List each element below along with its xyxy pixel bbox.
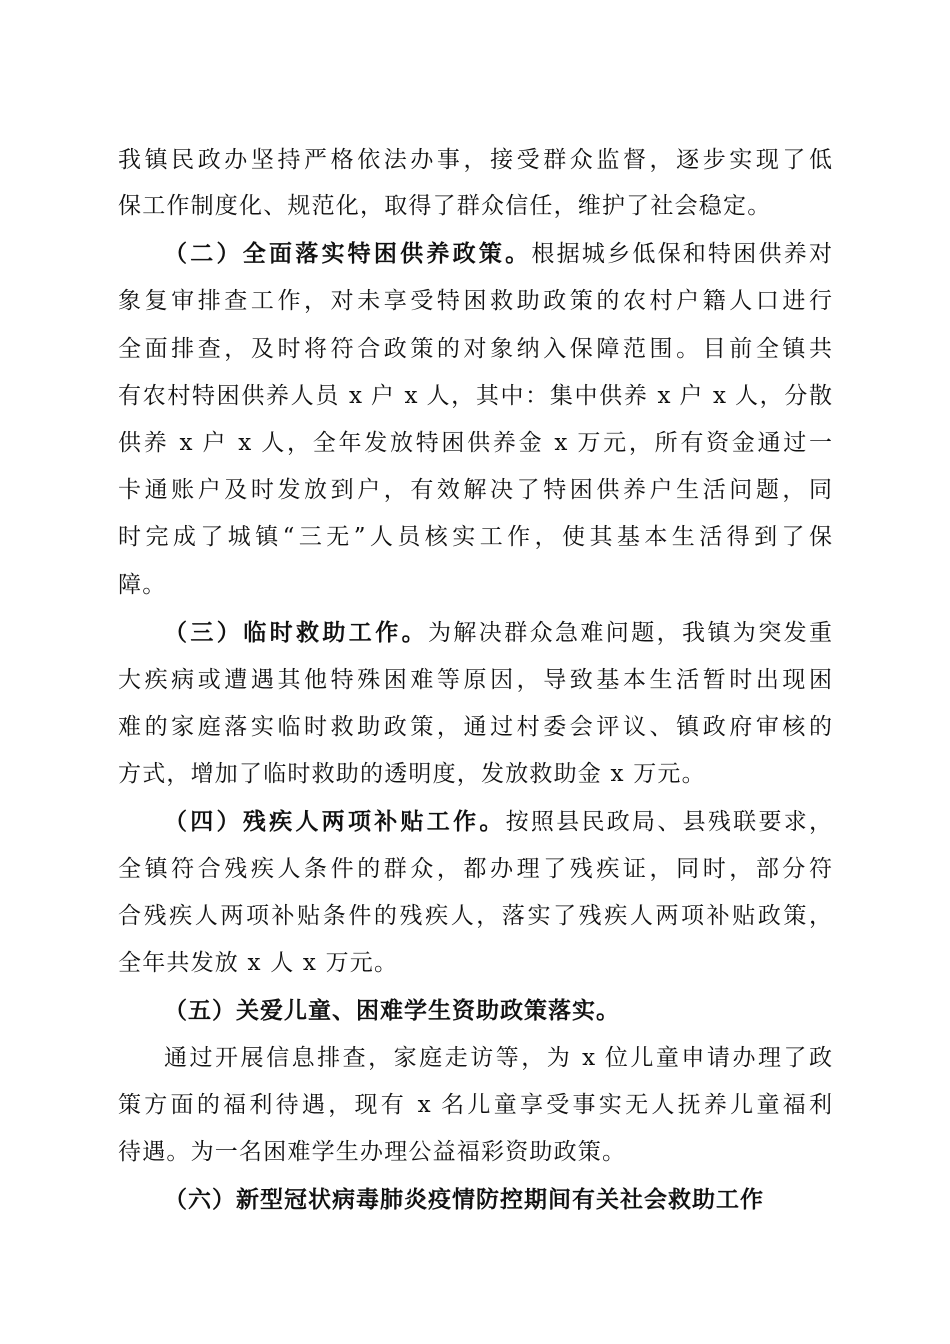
- section-heading: （三）临时救助工作。: [164, 620, 428, 646]
- text-line: 待遇。为一名困难学生办理公益福彩资助政策。: [118, 1139, 627, 1165]
- text-line: 障。: [118, 572, 167, 598]
- text-line: 合残疾人两项补贴条件的残疾人，落实了残疾人两项补贴政策，: [118, 903, 832, 929]
- text-line: 卡通账户及时发放到户，有效解决了特困供养户生活问题，同: [118, 477, 832, 503]
- text-line: 方式，增加了临时救助的透明度，发放救助金 x 万元。: [118, 761, 706, 787]
- text-line: 时完成了城镇“三无”人员核实工作，使其基本生活得到了保: [118, 524, 832, 550]
- section-heading: （四）残疾人两项补贴工作。: [164, 809, 506, 835]
- text-line: 难的家庭落实临时救助政策，通过村委会评议、镇政府审核的: [118, 714, 832, 740]
- text-line: 策方面的福利待遇，现有 x 名儿童享受事实无人抚养儿童福利: [118, 1092, 832, 1118]
- section-heading-line: [164, 991, 832, 1031]
- text-line: 象复审排查工作，对未享受特困救助政策的农村户籍人口进行: [118, 288, 832, 314]
- text-line: 全面排查，及时将符合政策的对象纳入保障范围。目前全镇共: [118, 336, 832, 362]
- text-line: 保工作制度化、规范化，取得了群众信任，维护了社会稳定。: [118, 193, 772, 219]
- text-line: 全年共发放 x 人 x 万元。: [118, 950, 399, 976]
- text-line: 我镇民政办坚持严格依法办事，接受群众监督，逐步实现了低: [118, 147, 832, 173]
- section-heading-line: （二）全面落实特困供养政策。根据城乡低保和特困供养对: [164, 241, 833, 267]
- text-line: 通过开展信息排查，家庭走访等，为 x 位儿童申请办理了政: [164, 1045, 832, 1071]
- section-heading: （六）新型冠状病毒肺炎疫情防控期间有关社会救助工作: [164, 1187, 764, 1213]
- section-heading-line: [164, 1180, 832, 1220]
- section-heading-line: （四）残疾人两项补贴工作。按照县民政局、县残联要求，: [164, 809, 833, 835]
- section-heading-line: （三）临时救助工作。为解决群众急难问题，我镇为突发重: [164, 620, 833, 646]
- text-line: 全镇符合残疾人条件的群众，都办理了残疾证，同时，部分符: [118, 856, 832, 882]
- text-line: 供养 x 户 x 人，全年发放特困供养金 x 万元，所有资金通过一: [118, 430, 832, 456]
- text-line: 大疾病或遭遇其他特殊困难等原因，导致基本生活暂时出现困: [118, 667, 832, 693]
- section-heading: （五）关爱儿童、困难学生资助政策落实。: [164, 998, 620, 1024]
- section-heading: （二）全面落实特困供养政策。: [164, 241, 532, 267]
- text-line: 有农村特困供养人员 x 户 x 人，其中：集中供养 x 户 x 人，分散: [118, 383, 832, 409]
